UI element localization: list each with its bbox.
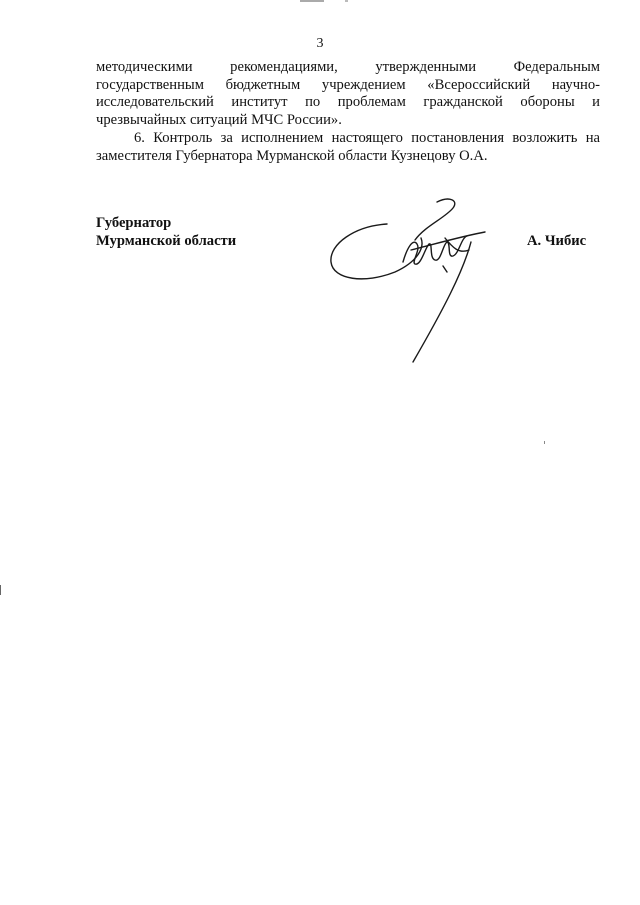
text-line: государственным бюджетным учреждением «Всероссийский научно-	[96, 76, 600, 93]
text-line: заместителя Губернатора Мурманской области Кузнецову О.А.	[96, 147, 488, 164]
signer-position-line: Губернатор	[96, 215, 172, 231]
paragraph-continuation	[96, 59, 600, 129]
handwritten-signature	[325, 192, 505, 372]
signature-stroke	[331, 224, 422, 279]
signature-stroke	[413, 242, 471, 362]
scan-artifact	[544, 441, 545, 444]
paragraph-item-6	[96, 130, 600, 165]
scan-artifact	[300, 0, 324, 2]
text-line: методическими рекомендациями, утвержденными Федеральным	[96, 59, 600, 75]
signer-position	[96, 214, 236, 250]
signer-position-line: Мурманской области	[96, 233, 237, 249]
scan-artifact	[345, 0, 348, 2]
scan-artifact	[0, 585, 1, 595]
signature-stroke	[443, 266, 447, 272]
text-line: исследовательский институт по проблемам гражданской обороны и	[96, 94, 600, 110]
text-line: чрезвычайных ситуаций МЧС России».	[96, 111, 342, 128]
page-number: 3	[316, 36, 324, 51]
text-line: 6. Контроль за исполнением настоящего постановления возложить на	[134, 130, 600, 146]
signer-name: А. Чибис	[527, 233, 587, 249]
signature-stroke	[415, 199, 455, 240]
